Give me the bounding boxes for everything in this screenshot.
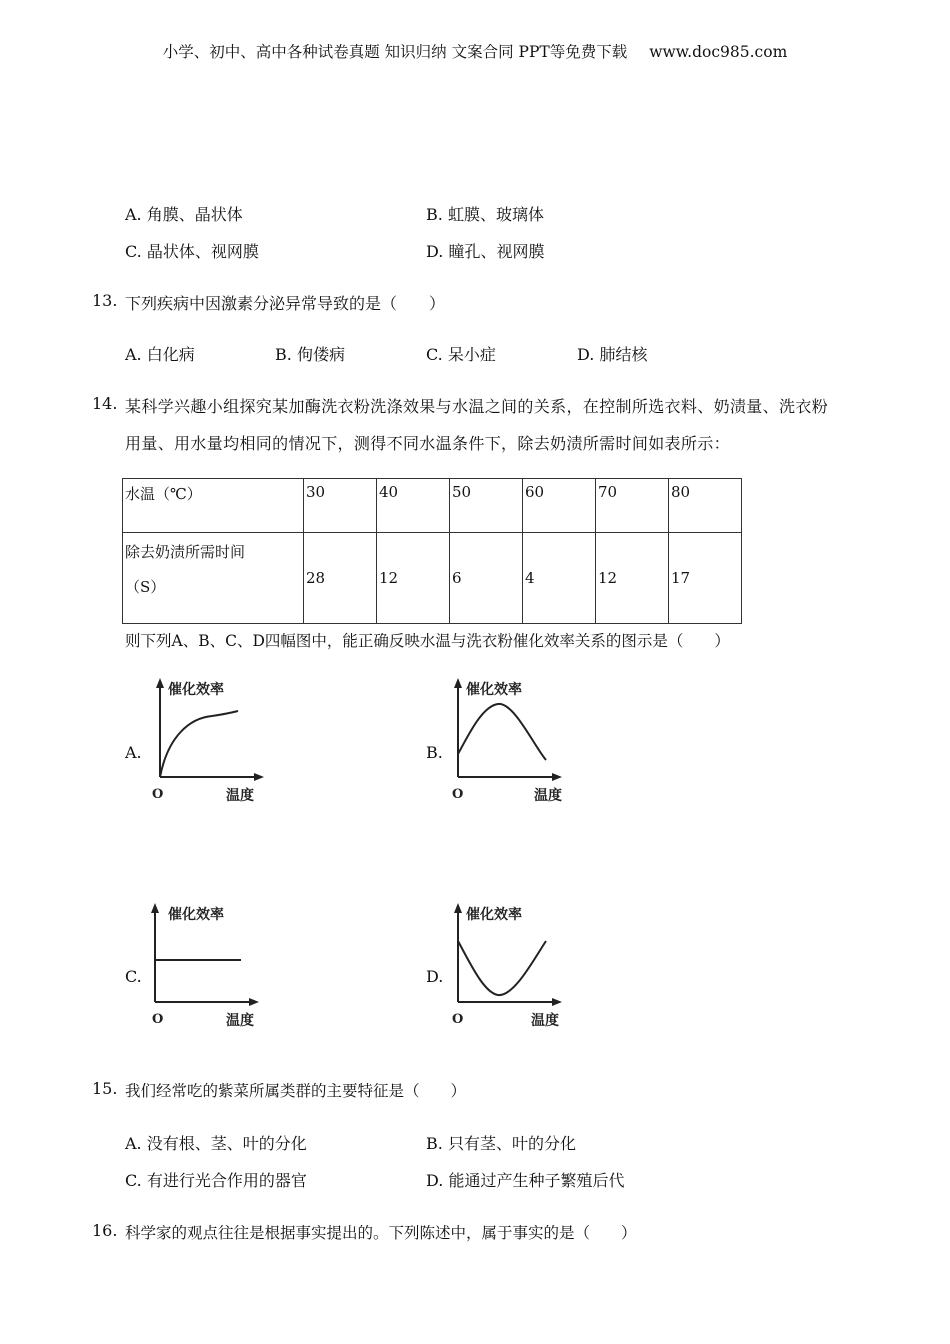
q14-stem-line2: 用量、用水量均相同的情况下，测得不同水温条件下，除去奶渍所需时间如表所示： — [125, 434, 730, 453]
graph-b-ylabel: 催化效率 — [466, 682, 522, 698]
table-cell: 28 — [304, 533, 377, 624]
table-cell: 40 — [377, 479, 450, 533]
q16-number: 16. — [92, 1221, 118, 1240]
q15-stem: 我们经常吃的紫菜所属类群的主要特征是（ ） — [125, 1082, 467, 1100]
q13-option-d: D. 肺结核 — [577, 345, 648, 364]
q15-option-d: D. 能通过产生种子繁殖后代 — [426, 1171, 625, 1190]
graph-b-letter: B. — [426, 743, 443, 762]
q12-option-c: C. 晶状体、视网膜 — [125, 242, 259, 261]
graph-a-origin: O — [152, 787, 164, 802]
graph-c-origin: O — [152, 1012, 164, 1027]
graph-c-xlabel: 温度 — [226, 1013, 254, 1029]
graph-b-curve — [458, 704, 546, 760]
q12-option-a: A. 角膜、晶状体 — [125, 205, 243, 224]
table-cell: 4 — [523, 533, 596, 624]
q13-stem: 下列疾病中因激素分泌异常导致的是（ ） — [125, 294, 446, 313]
graph-d-letter: D. — [426, 967, 444, 986]
page-header — [0, 40, 950, 62]
graph-d-ylabel: 催化效率 — [466, 907, 522, 923]
graph-d-origin: O — [452, 1012, 464, 1027]
table-cell-label: 除去奶渍所需时间 （S） — [123, 533, 304, 624]
graph-d-xlabel: 温度 — [531, 1013, 559, 1029]
table-cell: 12 — [596, 533, 669, 624]
table-cell: 50 — [450, 479, 523, 533]
table-cell: 70 — [596, 479, 669, 533]
table-cell: 17 — [669, 533, 742, 624]
table-cell: 60 — [523, 479, 596, 533]
q15-number: 15. — [92, 1079, 118, 1098]
table-row — [123, 533, 742, 624]
graph-c — [135, 901, 265, 1031]
table-cell-label: 水温（℃） — [123, 479, 304, 533]
table-row — [123, 479, 742, 533]
table-cell: 80 — [669, 479, 742, 533]
graph-a-xlabel: 温度 — [226, 788, 254, 804]
graph-b-xlabel: 温度 — [534, 788, 562, 804]
graph-a-letter: A. — [125, 743, 142, 762]
q12-option-d: D. 瞳孔、视网膜 — [426, 242, 545, 261]
graph-d-curve — [458, 941, 546, 995]
q16-stem: 科学家的观点往往是根据事实提出的。下列陈述中，属于事实的是（ ） — [125, 1224, 637, 1242]
graph-c-ylabel: 催化效率 — [168, 907, 224, 923]
graph-a-curve — [160, 711, 238, 777]
table-cell: 30 — [304, 479, 377, 533]
table-cell: 12 — [377, 533, 450, 624]
table-cell: 6 — [450, 533, 523, 624]
data-table — [122, 478, 742, 624]
q15-option-b: B. 只有茎、叶的分化 — [426, 1134, 576, 1153]
q14-stem-line1: 某科学兴趣小组探究某加酶洗衣粉洗涤效果与水温之间的关系，在控制所选衣料、奶渍量、洗衣粉 — [125, 397, 829, 416]
header-url[interactable]: www.doc985.com — [649, 43, 788, 61]
header-text: 小学、初中、高中各种试卷真题 知识归纳 文案合同 PPT等免费下载 — [162, 43, 628, 61]
q13-option-c: C. 呆小症 — [426, 345, 496, 364]
q13-number: 13. — [92, 291, 118, 310]
graph-b-origin: O — [452, 787, 464, 802]
graph-b — [438, 676, 568, 806]
q13-option-a: A. 白化病 — [125, 345, 195, 364]
graph-c-letter: C. — [125, 967, 142, 986]
graph-d — [438, 901, 568, 1031]
q14-number: 14. — [92, 394, 118, 413]
graph-a — [140, 676, 270, 806]
q15-option-c: C. 有进行光合作用的器官 — [125, 1171, 307, 1190]
q12-option-b: B. 虹膜、玻璃体 — [426, 205, 544, 224]
graph-a-ylabel: 催化效率 — [168, 682, 224, 698]
q13-option-b: B. 佝偻病 — [275, 345, 345, 364]
q14-followup: 则下列A、B、C、D四幅图中，能正确反映水温与洗衣粉催化效率关系的图示是（ ） — [125, 632, 730, 650]
q15-option-a: A. 没有根、茎、叶的分化 — [125, 1134, 307, 1153]
